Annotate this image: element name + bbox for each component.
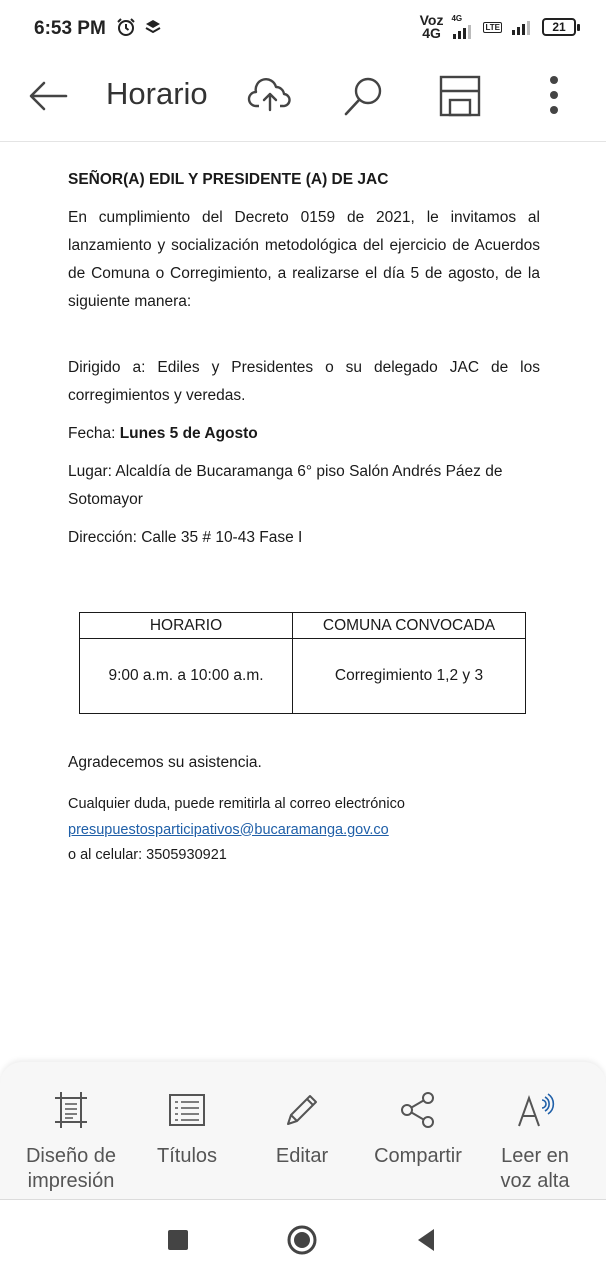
action-label: voz alta bbox=[500, 1170, 570, 1192]
bottom-action-sheet bbox=[0, 1062, 606, 1200]
status-bar bbox=[0, 0, 606, 60]
search-icon[interactable] bbox=[340, 72, 388, 120]
email-link[interactable]: presupuestosparticipativos@bucaramanga.gov.co bbox=[68, 821, 389, 838]
share-icon bbox=[398, 1090, 438, 1130]
dirigido-paragraph: Dirigido a: Ediles y Presidentes o su delegado JAC de los corregimientos y veredas. bbox=[68, 359, 540, 404]
table-header: HORARIO bbox=[80, 613, 293, 639]
signal-icon bbox=[451, 23, 475, 39]
schedule-table bbox=[79, 612, 526, 714]
pencil-icon bbox=[282, 1090, 322, 1130]
share-button[interactable] bbox=[364, 1090, 472, 1169]
print-layout-button[interactable] bbox=[14, 1090, 128, 1194]
lugar-paragraph: Lugar: Alcaldía de Bucaramanga 6° piso Salón Andrés Páez de Sotomayor bbox=[68, 463, 503, 508]
headings-icon bbox=[167, 1090, 207, 1130]
back-arrow-icon[interactable] bbox=[26, 74, 70, 118]
action-label: Diseño de bbox=[25, 1145, 117, 1167]
action-label: Leer en bbox=[501, 1145, 569, 1167]
document-body bbox=[68, 160, 540, 552]
fecha-line: Fecha: Lunes 5 de Agosto bbox=[68, 425, 258, 442]
signal-icon-2 bbox=[510, 19, 534, 35]
alarm-icon bbox=[116, 17, 136, 37]
more-vert-icon[interactable] bbox=[530, 72, 578, 120]
system-nav-bar bbox=[0, 1200, 606, 1280]
direccion-line: Dirección: Calle 35 # 10-43 Fase I bbox=[68, 529, 303, 546]
contact-block bbox=[68, 792, 405, 869]
contact-line: Cualquier duda, puede remitirla al correo electrónico bbox=[68, 796, 405, 812]
back-nav-icon[interactable] bbox=[410, 1224, 442, 1256]
volte-badge: LTE bbox=[485, 22, 500, 32]
signal-4g: 4G bbox=[451, 15, 475, 39]
action-label: impresión bbox=[27, 1170, 115, 1192]
read-aloud-icon bbox=[515, 1090, 555, 1130]
network-type: Voz 4G bbox=[419, 12, 444, 41]
phone-line: o al celular: 3505930921 bbox=[68, 847, 227, 863]
action-label: Editar bbox=[275, 1145, 329, 1167]
recents-icon[interactable] bbox=[162, 1224, 194, 1256]
read-aloud-button[interactable] bbox=[488, 1090, 582, 1194]
thanks-line: Agradecemos su asistencia. bbox=[68, 754, 262, 771]
status-time: 6:53 PM bbox=[34, 18, 106, 39]
action-label: Títulos bbox=[156, 1145, 218, 1167]
intro-paragraph: En cumplimiento del Decreto 0159 de 2021, le invitamos al lanzamiento y socialización metodológica del ejercicio de Acuerdos de Comuna o Corregimiento, a realizarse el día 5 de agosto, de la siguiente manera: bbox=[68, 209, 540, 310]
table-cell: 9:00 a.m. a 10:00 a.m. bbox=[80, 639, 293, 714]
page-title: Horario bbox=[106, 76, 208, 111]
home-icon[interactable] bbox=[286, 1224, 318, 1256]
table-cell: Corregimiento 1,2 y 3 bbox=[293, 639, 526, 714]
table-header-row bbox=[80, 613, 526, 639]
edit-button[interactable] bbox=[256, 1090, 348, 1169]
battery-icon: 21 bbox=[542, 18, 576, 36]
print-layout-icon bbox=[51, 1090, 91, 1130]
table-row bbox=[80, 639, 526, 714]
document-heading: SEÑOR(A) EDIL Y PRESIDENTE (A) DE JAC bbox=[68, 171, 389, 188]
headings-button[interactable] bbox=[140, 1090, 234, 1169]
layers-icon bbox=[144, 18, 162, 36]
table-header: COMUNA CONVOCADA bbox=[293, 613, 526, 639]
action-label: Compartir bbox=[374, 1145, 462, 1167]
save-icon[interactable] bbox=[436, 72, 484, 120]
app-bar bbox=[0, 60, 606, 142]
cloud-upload-icon[interactable] bbox=[246, 72, 294, 120]
